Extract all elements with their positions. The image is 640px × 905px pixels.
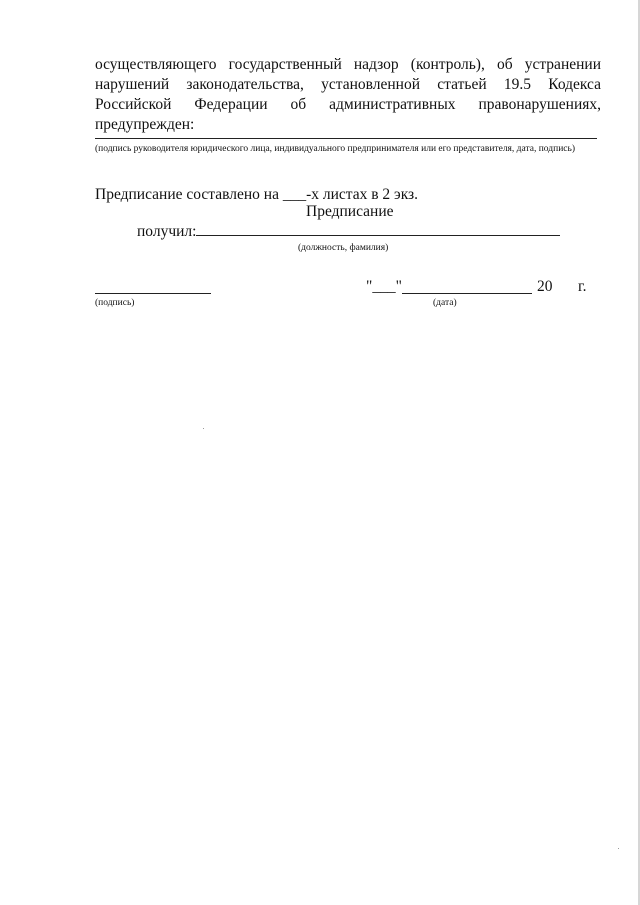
sheets-count-text: Предписание составлено на ___-х листах в 2 экз. (95, 186, 419, 203)
received-label: Предписание (306, 203, 394, 220)
date-caption: (дата) (433, 298, 457, 308)
paragraph-line-1: осуществляющего государственный надзор (контроль), об устранении (95, 56, 601, 73)
year-suffix: г. (578, 278, 587, 295)
year-label: 20 (537, 278, 553, 295)
date-month-rule (402, 293, 532, 294)
received-colon-label: получил: (137, 223, 197, 240)
footer-signature-caption: (подпись) (95, 298, 135, 308)
signature-rule (95, 138, 597, 139)
date-day-field: "___" (366, 278, 402, 295)
scan-speck (618, 848, 619, 849)
paragraph-line-3: Российской Федерации об административных правонарушениях, (95, 96, 601, 113)
paragraph-line-2: нарушений законодательства, установленной статьей 19.5 Кодекса (95, 76, 601, 93)
notice-paragraph (95, 55, 601, 135)
scan-speck (203, 428, 204, 429)
signature-caption: (подпись руководителя юридического лица, индивидуального предпринимателя или его представителя, дата, подпись) (95, 144, 575, 154)
received-rule (196, 235, 560, 236)
paragraph-line-4: предупрежден: (95, 116, 195, 133)
footer-signature-rule (95, 293, 211, 294)
received-caption: (должность, фамилия) (298, 243, 389, 253)
